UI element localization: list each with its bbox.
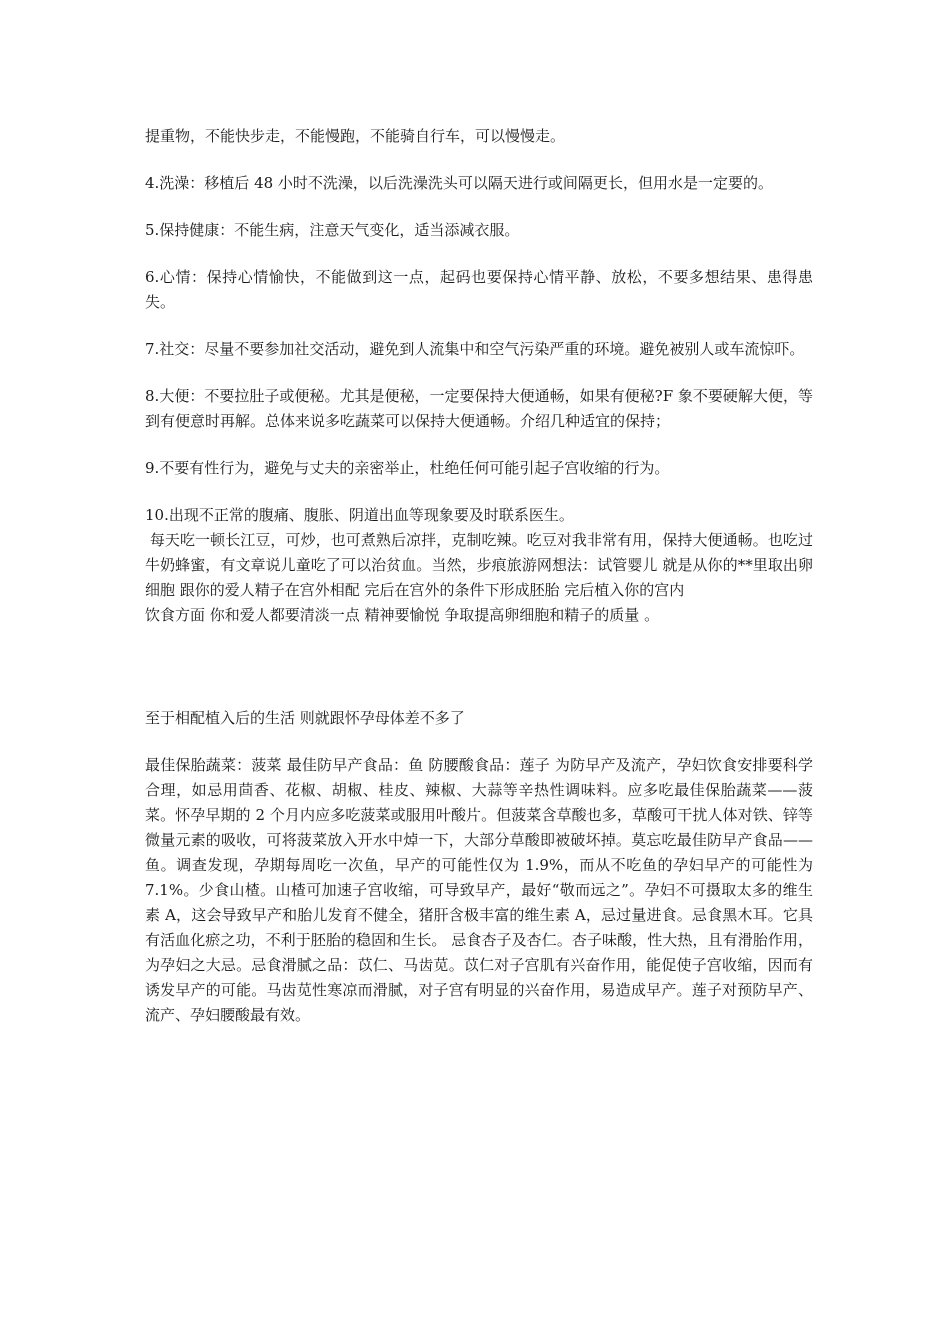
paragraph-bowel: 8.大便：不要拉肚子或便秘。尤其是便秘，一定要保持大便通畅，如果有便秘?F 象不要硬解大便，等到有便意时再解。总体来说多吃蔬菜可以保持大便通畅。介绍几种适宜的保持；	[145, 387, 813, 430]
paragraph-mood: 6.心情：保持心情愉快，不能做到这一点，起码也要保持心情平静、放松，不要多想结果、患得患失。	[145, 268, 813, 311]
paragraph-after-transfer: 至于相配植入后的生活 则就跟怀孕母体差不多了	[145, 709, 465, 727]
paragraph-social: 7.社交：尽量不要参加社交活动，避免到人流集中和空气污染严重的环境。避免被别人或车流惊吓。	[145, 340, 805, 358]
paragraph-diet-light: 饮食方面 你和爱人都要清淡一点 精神要愉悦 争取提高卵细胞和精子的质量 。	[145, 606, 660, 624]
paragraph-sexual-activity: 9.不要有性行为，避免与丈夫的亲密举止，杜绝任何可能引起子宫收缩的行为。	[145, 459, 670, 477]
blank-space	[145, 650, 813, 706]
paragraph-health: 5.保持健康：不能生病，注意天气变化，适当添减衣服。	[145, 221, 520, 239]
paragraph-diet-beans: 每天吃一顿长江豆，可炒，也可煮熟后凉拌，克制吃辣。吃豆对我非常有用，保持大便通畅。也吃过牛奶蜂蜜，有文章说儿童吃了可以治贫血。当然，步痕旅游网想法：试管婴儿 就是从你的**里取出卵细胞 跟你的爱人精子在宫外相配 完后在宫外的条件下形成胚胎 完后植入你的宫内	[145, 531, 813, 599]
paragraph-pregnancy-diet: 最佳保胎蔬菜：菠菜 最佳防早产食品：鱼 防腰酸食品：莲子 为防早产及流产，孕妇饮食安排要科学合理，如忌用茴香、花椒、胡椒、桂皮、辣椒、大蒜等辛热性调味料。应多吃最佳保胎蔬菜——菠菜。怀孕早期的 2 个月内应多吃菠菜或服用叶酸片。但菠菜含草酸也多，草酸可干扰人体对铁、锌等微量元素的吸收，可将菠菜放入开水中焯一下，大部分草酸即被破坏掉。莫忘吃最佳防早产食品——鱼。调查发现，孕期每周吃一次鱼，早产的可能性仅为 1.9%，而从不吃鱼的孕妇早产的可能性为 7.1%。少食山楂。山楂可加速子宫收缩，可导致早产，最好“敬而远之”。孕妇不可摄取太多的维生素 A，这会导致早产和胎儿发育不健全，猪肝含极丰富的维生素 A，忌过量进食。忌食黑木耳。它具有活血化瘀之功，不利于胚胎的稳固和生长。 忌食杏子及杏仁。杏子味酸，性大热，且有滑胎作用，为孕妇之大忌。忌食滑腻之品：苡仁、马齿苋。苡仁对子宫肌有兴奋作用，能促使子宫收缩，因而有诱发早产的可能。马齿苋性寒凉而滑腻，对子宫有明显的兴奋作用，易造成早产。莲子对预防早产、流产、孕妇腰酸最有效。	[145, 756, 813, 1024]
document-body	[145, 124, 813, 1050]
paragraph-bathing: 4.洗澡：移植后 48 小时不洗澡，以后洗澡洗头可以隔天进行或间隔更长，但用水是一定要的。	[145, 174, 773, 192]
paragraph-symptoms-block	[145, 503, 813, 628]
paragraph-symptoms: 10.出现不正常的腹痛、腹胀、阴道出血等现象要及时联系医生。	[145, 506, 574, 524]
paragraph-activity: 提重物，不能快步走，不能慢跑，不能骑自行车，可以慢慢走。	[145, 127, 566, 145]
